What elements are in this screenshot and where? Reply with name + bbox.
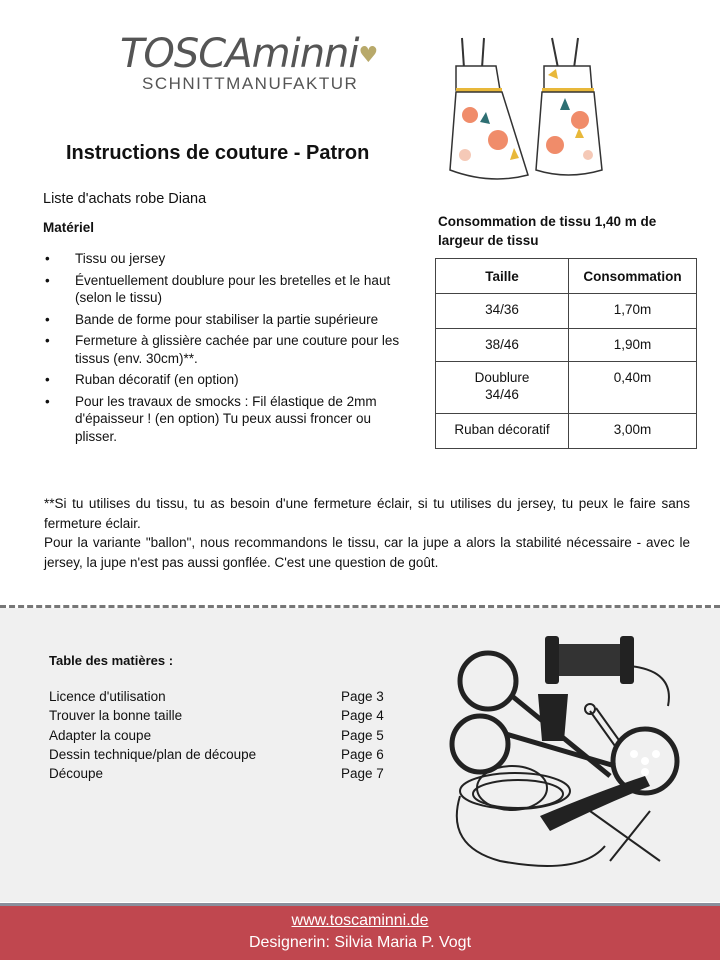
size-cell: Ruban décoratif (436, 414, 569, 449)
bullet-icon: • (45, 272, 50, 288)
size-cell: Doublure 34/46 (436, 362, 569, 414)
size-cell: 34/36 (436, 294, 569, 329)
materials-list (43, 250, 403, 449)
list-item: • Bande de forme pour stabiliser la partie supérieure (45, 311, 379, 327)
list-item: • Fermeture à glissière cachée par une couture pour les tissus (env. 30cm)**. (45, 333, 400, 366)
brand-logo (120, 30, 378, 115)
toc-item-page: Page 5 (341, 727, 384, 743)
designer-credit: Designerin: Silvia Maria P. Vogt (248, 934, 472, 951)
dashed-divider (0, 605, 720, 608)
website-link[interactable]: www.toscaminni.de (291, 912, 429, 929)
size-column-header: Taille (436, 259, 569, 294)
table-of-contents (49, 689, 389, 785)
fabric-consumption-table (435, 258, 697, 449)
toc-item-label: Dessin technique/plan de découpe (49, 746, 257, 762)
bullet-icon: • (45, 251, 50, 266)
table-row (436, 362, 697, 414)
consumption-cell: 1,70m (569, 294, 697, 329)
toc-item (49, 728, 389, 747)
toc-item-page: Page 6 (341, 746, 384, 762)
list-item: • Pour les travaux de smocks : Fil élastique de 2mm d'épaisseur ! (en option) Tu peux aussi froncer ou plisser. (45, 393, 377, 444)
toc-item (49, 689, 389, 708)
page-title: Instructions de couture - Patron (66, 142, 370, 164)
consumption-title: Consommation de tissu 1,40 m de largeur de tissu (438, 214, 657, 248)
toc-item-page: Page 3 (341, 689, 384, 704)
list-item: • Ruban décoratif (en option) (45, 372, 239, 387)
heart-icon: ♥ (358, 43, 378, 68)
consumption-cell: 1,90m (569, 329, 697, 362)
bullet-icon: • (45, 372, 50, 387)
toc-item-page: Page 7 (341, 766, 384, 782)
material-heading: Matériel (43, 220, 95, 235)
size-cell: 38/46 (436, 329, 569, 362)
table-row (436, 294, 697, 329)
toc-item-label: Adapter la coupe (49, 727, 152, 743)
consumption-column-header: Consommation (569, 259, 697, 294)
dress-illustration-icon (440, 30, 640, 190)
toc-item (49, 747, 389, 766)
shopping-list-title: Liste d'achats robe Diana (43, 191, 207, 207)
footer-banner (0, 903, 720, 960)
list-item: • Tissu ou jersey (45, 251, 166, 266)
table-row (436, 329, 697, 362)
balloon-note: Pour la variante "ballon", nous recommandons le tissu, car la jupe a alors la stabilité nécessaire - avec le jersey, la jupe n'est pas aussi gonflée. C'est une question de goût. (44, 535, 690, 570)
notes-paragraph (44, 494, 690, 572)
logo-wordmark: TOSCAminni♥ (120, 31, 378, 77)
sewing-tools-icon (440, 626, 690, 876)
toc-title: Table des matières : (49, 653, 174, 668)
table-row (436, 414, 697, 449)
list-item: • Éventuellement doublure pour les bretelles et le haut (selon le tissu) (45, 272, 391, 305)
bullet-icon: • (45, 393, 50, 409)
toc-item (49, 766, 389, 785)
consumption-cell: 0,40m (569, 362, 697, 414)
logo-subtitle: SCHNITTMANUFAKTUR (142, 74, 359, 93)
toc-item (49, 708, 389, 727)
toc-item-label: Découpe (49, 766, 104, 782)
bullet-icon: • (45, 333, 50, 348)
zipper-note: **Si tu utilises du tissu, tu as besoin d'une fermeture éclair, si tu utilises du jersey, tu peux le faire sans fermeture éclair. (44, 496, 690, 531)
toc-item-label: Trouver la bonne taille (49, 708, 183, 724)
consumption-cell: 3,00m (569, 414, 697, 449)
toc-item-label: Licence d'utilisation (49, 689, 166, 704)
table-header-row (436, 259, 697, 294)
bullet-icon: • (45, 311, 50, 327)
toc-item-page: Page 4 (341, 708, 384, 724)
